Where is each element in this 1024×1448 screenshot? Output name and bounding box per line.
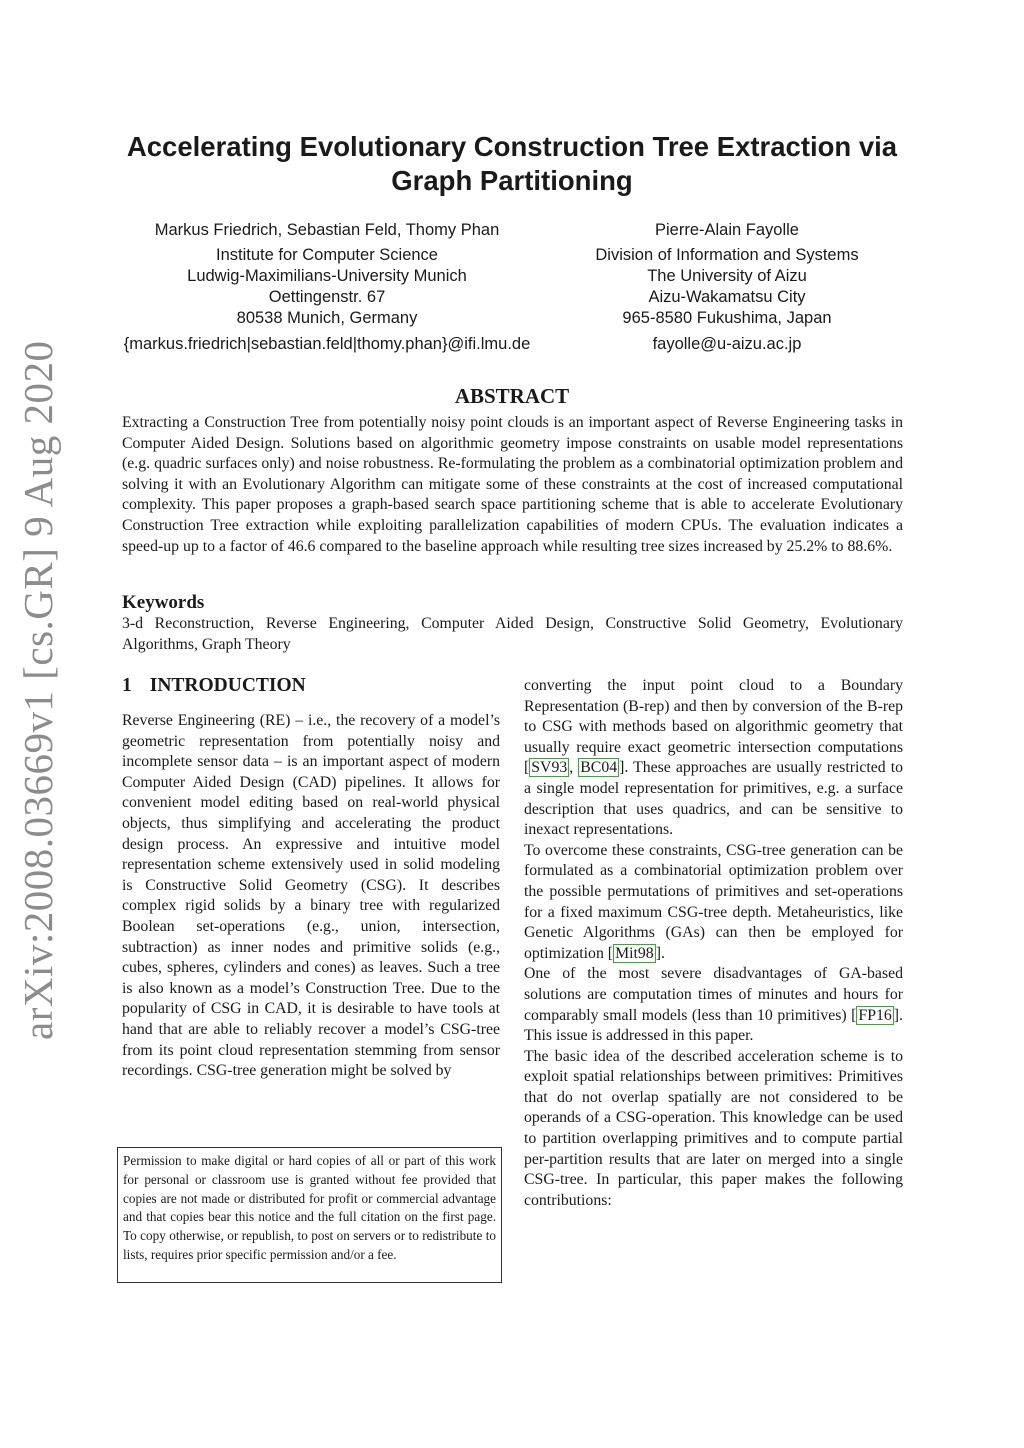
citation-separator: , [569, 759, 579, 777]
affiliation-line: Institute for Computer Science [216, 246, 438, 264]
author-block-left [117, 220, 537, 355]
paragraph [524, 841, 903, 965]
citation-link[interactable]: BC04 [580, 759, 618, 777]
affiliation-line: Division of Information and Systems [595, 246, 859, 264]
affiliation-line: Ludwig-Maximilians-University Munich [187, 267, 467, 285]
paragraph [524, 676, 903, 841]
paragraph-text: ]. This issue is addressed in this paper. [524, 1006, 903, 1045]
affiliation-line: 80538 Munich, Germany [236, 309, 418, 327]
citation-link[interactable]: Mit98 [615, 944, 654, 962]
abstract-text: Extracting a Construction Tree from potentially noisy point clouds is an important aspect of Reverse Engineering tasks in Computer Aided Design. Solutions based on algorithmic geometry impose constraints on usable model representations (e.g. quadric surfaces only) and noise robustness. Re-formulating the problem as a combinatorial optimization problem and solving it with an Evolutionary Algorithm can mitigate some of these constraints at the cost of increased computational complexity. This paper proposes a graph-based search space partitioning scheme that is able to accelerate Evolutionary Construction Tree extraction while exploiting parallelization capabilities of modern CPUs. The evaluation indicates a speed-up up to a factor of 46.6 compared to the baseline approach while resulting tree sizes increased by 25.2% to 88.6%. [122, 414, 903, 555]
citation-link[interactable]: FP16 [858, 1006, 892, 1024]
paper-title: Accelerating Evolutionary Construction Tree Extraction via Graph Partitioning [126, 131, 898, 196]
author-block-right [567, 220, 887, 355]
left-column [122, 711, 500, 1082]
permission-notice [117, 1147, 502, 1283]
paragraph-text: converting the input point cloud to a Boundary Representation (B-rep) and then by conversion of the B-rep to CSG with methods based on algorithmic geometry that usually require exact geometric intersection computations [ [524, 677, 903, 777]
paragraph-text: One of the most severe disadvantages of GA-based solutions are computation times of minutes and hours for comparably small models (less than 10 primitives) [ [524, 965, 903, 1024]
affiliation-line: Oettingenstr. 67 [268, 288, 386, 306]
author-names: Markus Friedrich, Sebastian Feld, Thomy Phan [154, 221, 500, 239]
keywords-heading: Keywords [122, 592, 205, 613]
right-column [524, 676, 903, 1211]
keywords-text: 3-d Reconstruction, Reverse Engineering, Computer Aided Design, Constructive Solid Geometry, Evolutionary Algorithms, Graph Theory [122, 615, 903, 653]
paragraph-text: ]. [655, 944, 665, 962]
paragraph: Reverse Engineering (RE) – i.e., the recovery of a model’s geometric representation from potentially noisy and incomplete sensor data – is an important aspect of modern Computer Aided Design (CAD) pipelines. It allows for convenient model editing based on real-world physical objects, thus simplifying and accelerating the product design process. An expressive and intuitive model representation scheme extensively used in solid modeling is Constructive Solid Geometry (CSG). It describes complex rigid solids by a binary tree with regularized Boolean set-operations (e.g., union, intersection, subtraction) as inner nodes and primitive solids (e.g., cubes, spheres, cylinders and cones) as leaves. Such a tree is also known as a model’s Construction Tree. Due to the popularity of CSG in CAD, it is desirable to have tools at hand that are able to reliably recover a model’s CSG-tree from its point cloud representation stemming from sensor recordings. CSG-tree generation might be solved by [122, 712, 500, 1080]
paragraph: The basic idea of the described acceleration scheme is to exploit spatial relationships between primitives: Primitives that do not overlap spatially are not considered to be operands of a CSG-operation. This knowledge can be used to partition overlapping primitives and to compute partial per-partition results that are later on merged into a single CSG-tree. In particular, this paper makes the following contributions: [524, 1047, 903, 1209]
author-names: Pierre-Alain Fayolle [655, 221, 799, 239]
section-heading-introduction [122, 673, 306, 699]
abstract-heading: ABSTRACT [454, 384, 570, 408]
author-email: fayolle@u-aizu.ac.jp [652, 335, 802, 353]
arxiv-stamp: arXiv:2008.03669v1 [cs.GR] 9 Aug 2020 [15, 340, 61, 1040]
citation-link[interactable]: SV93 [531, 759, 568, 777]
affiliation-line: The University of Aizu [647, 267, 807, 285]
affiliation-line: Aizu-Wakamatsu City [648, 288, 806, 306]
paragraph-text: To overcome these constraints, CSG-tree generation can be formulated as a combinatorial optimization problem over the possible permutations of primitives and set-operations for a fixed maximum CSG-tree depth. Metaheuristics, like Genetic Algorithms (GAs) can then be employed for optimization [ [524, 841, 903, 962]
section-title: INTRODUCTION [149, 675, 306, 696]
affiliation-line: 965-8580 Fukushima, Japan [622, 309, 832, 327]
permission-text: Permission to make digital or hard copies of all or part of this work for personal or classroom use is granted without fee provided that copies are not made or distributed for profit or commercial advantage and that copies bear this notice and the full citation on the first page. To copy otherwise, or republish, to post on servers or to redistribute to lists, requires prior specific permission and/or a fee. [123, 1153, 496, 1262]
section-number: 1 [122, 675, 132, 696]
paragraph [524, 964, 903, 1046]
author-email: {markus.friedrich|sebastian.feld|thomy.phan}@ifi.lmu.de [123, 335, 531, 353]
paragraph-text: ]. These approaches are usually restricted to a single model representation for primitives, e.g. a surface description that uses quadrics, and can be sensitive to inexact representations. [524, 759, 903, 839]
